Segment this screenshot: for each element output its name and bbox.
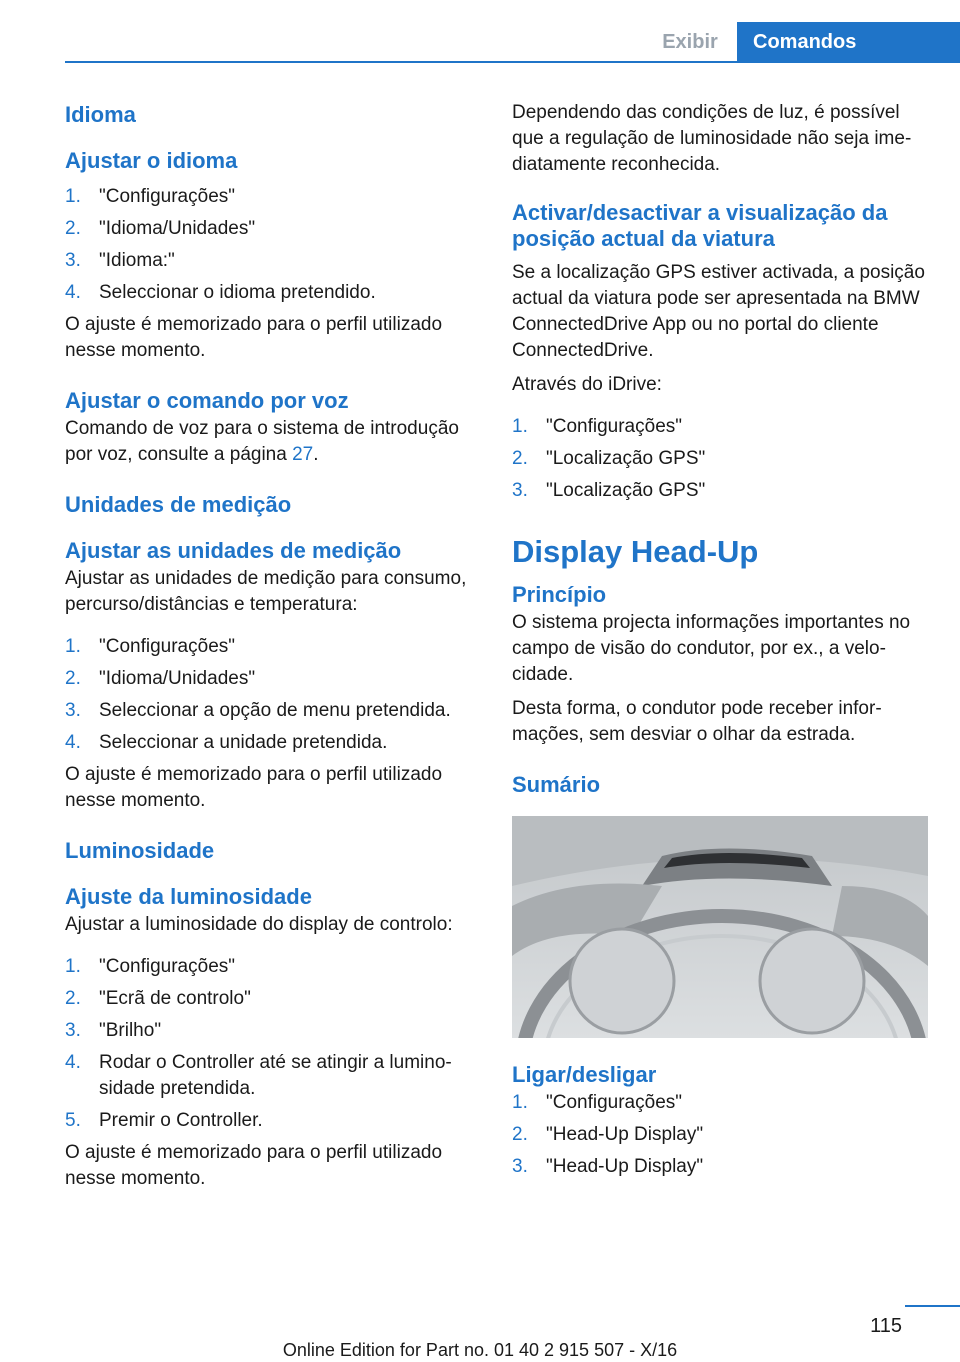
list-item: 3. "Idioma:" — [65, 250, 175, 271]
heading-ajustar-idioma: Ajustar o idioma — [65, 148, 238, 173]
heading-idioma: Idioma — [65, 102, 136, 127]
list-item: 1. "Configurações" — [65, 956, 236, 977]
list-item: 4. Seleccionar o idioma pretendido. — [65, 282, 376, 303]
list-item: 1. "Configurações" — [512, 1092, 683, 1113]
text-principio-1: O sistema projecta informações importantes no campo de visão do condutor, por ex., a velocidade. — [512, 612, 911, 685]
note-idioma: O ajuste é memorizado para o perfil utilizado nesse momento. — [65, 314, 443, 361]
heading-unidades: Unidades de medição — [65, 492, 292, 517]
list-item: 2. "Localização GPS" — [512, 448, 706, 469]
list-gps — [512, 414, 928, 504]
list-item: 4. Seleccionar a unidade pretendida. — [65, 732, 388, 753]
left-column — [65, 100, 483, 1192]
text-unidades-intro: Ajustar as unidades de medição para consumo, percurso/distâncias e temperatura: — [65, 568, 467, 615]
heading-sumario: Sumário — [512, 772, 601, 797]
list-item: 1. "Configurações" — [65, 186, 236, 207]
note-unidades: O ajuste é memorizado para o perfil utilizado nesse momento. — [65, 764, 443, 811]
heading-ajustar-unidades: Ajustar as unidades de medição — [65, 538, 402, 563]
text-gps: Se a localização GPS estiver activada, a posição actual da viatura pode ser apresentada na BMW ConnectedDrive App ou no portal do cliente ConnectedDrive. — [512, 262, 925, 361]
list-luminosidade — [65, 954, 483, 1134]
list-item: 2. "Idioma/Unidades" — [65, 668, 256, 689]
tab-comandos[interactable]: Comandos — [737, 22, 960, 62]
heading-gps: Activar/desactivar a visualização da posição actual da viatura — [512, 200, 888, 251]
list-item: 3. "Head-Up Display" — [512, 1156, 704, 1177]
list-ligar — [512, 1090, 928, 1180]
page-number: 115 — [870, 1315, 902, 1337]
heading-ligar: Ligar/desligar — [512, 1062, 657, 1087]
heading-ajuste-luminosidade: Ajuste da luminosidade — [65, 884, 312, 909]
list-item: 1. "Configurações" — [512, 416, 683, 437]
text-gps-via: Através do iDrive: — [512, 374, 662, 395]
heading-voz: Ajustar o comando por voz — [65, 388, 349, 413]
list-idioma — [65, 184, 483, 306]
dashboard-illustration — [512, 816, 928, 1038]
text-principio-2: Desta forma, o condutor pode receber informações, sem desviar o olhar da estrada. — [512, 698, 882, 745]
list-item: 2. "Head-Up Display" — [512, 1124, 704, 1145]
list-item: 5. Premir o Controller. — [65, 1110, 263, 1131]
list-item: 3. Seleccionar a opção de menu pretendida. — [65, 700, 451, 721]
right-column — [512, 100, 928, 1186]
list-unidades — [65, 634, 483, 756]
list-item: 2. "Idioma/Unidades" — [65, 218, 256, 239]
edition-footer: Online Edition for Part no. 01 40 2 915 507 - X/16 — [282, 1340, 678, 1360]
heading-luminosidade: Luminosidade — [65, 838, 215, 863]
list-item: 3. "Brilho" — [65, 1020, 162, 1041]
text-voz: Comando de voz para o sistema de introdução por voz, consulte a página 27. — [65, 418, 459, 465]
text-lumi-cont: Dependendo das condições de luz, é possível que a regulação de luminosidade não seja imediatamente reconhecida. — [512, 102, 912, 175]
hud-dashboard-image — [512, 816, 928, 1038]
footer-rule — [905, 1305, 960, 1307]
tab-exibir[interactable]: Exibir — [662, 31, 718, 53]
list-item: 1. "Configurações" — [65, 636, 236, 657]
list-item: 2. "Ecrã de controlo" — [65, 988, 251, 1009]
text-lumi-intro: Ajustar a luminosidade do display de controlo: — [65, 914, 453, 935]
note-luminosidade: O ajuste é memorizado para o perfil utilizado nesse momento. — [65, 1142, 443, 1189]
page-link[interactable]: 27 — [292, 444, 314, 465]
heading-hud: Display Head-Up — [512, 534, 759, 569]
list-item: 4. Rodar o Controller até se atingir a luminosidade pretendida. — [65, 1052, 452, 1099]
list-item: 3. "Localização GPS" — [512, 480, 706, 501]
heading-principio: Princípio — [512, 582, 607, 607]
